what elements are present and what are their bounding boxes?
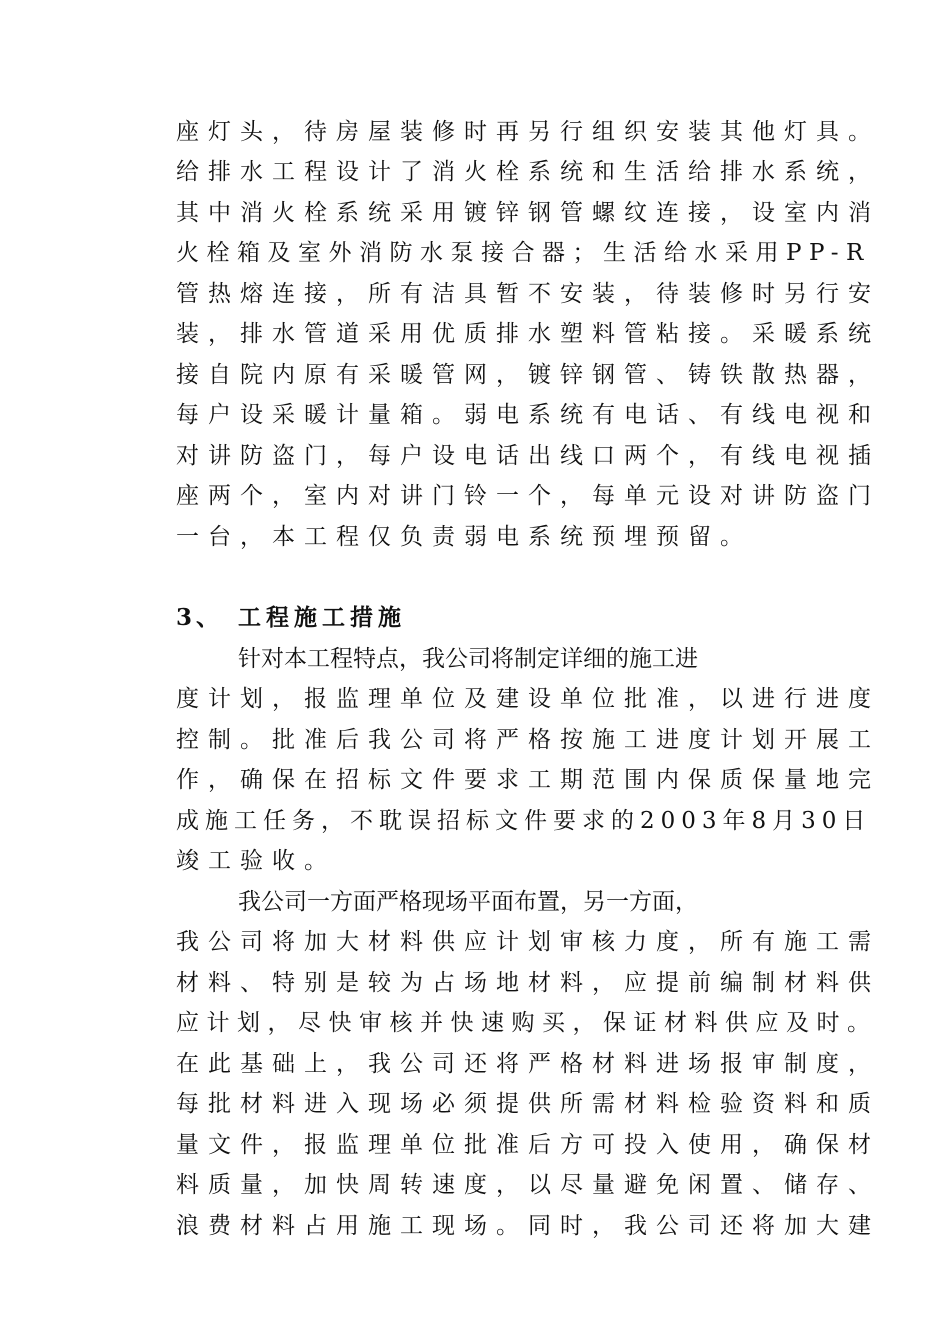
paragraph-line: 在此基础上，我公司还将严格材料进场报审制度， (176, 1051, 880, 1077)
paragraph-line: 应计划，尽快审核并快速购买，保证材料供应及时。 (176, 1010, 878, 1036)
paragraph-line: 一台，本工程仅负责弱电系统预埋预留。 (176, 524, 752, 550)
paragraph-line: 每户设采暖计量箱。弱电系统有电话、有线电视和 (176, 402, 880, 428)
paragraph-line: 成施工任务，不耽误招标文件要求的2003年8月30日 (176, 808, 872, 834)
paragraph-line: 材料、特别是较为占场地材料，应提前编制材料供 (176, 970, 880, 996)
paragraph-line: 其中消火栓系统采用镀锌钢管螺纹连接，设室内消 (176, 200, 880, 226)
section-title: 工程施工措施 (238, 604, 406, 631)
paragraph-line: 火栓箱及室外消防水泵接合器；生活给水采用PP-R (176, 240, 871, 266)
paragraph-line: 竣工验收。 (176, 848, 336, 874)
paragraph-line: 装，排水管道采用优质排水塑料管粘接。采暖系统 (176, 321, 880, 347)
paragraph-line: 作，确保在招标文件要求工期范围内保质保量地完 (176, 767, 880, 793)
section-heading (176, 598, 406, 638)
paragraph-line: 控制。批准后我公司将严格按施工进度计划开展工 (176, 727, 880, 753)
paragraph-line: 座两个，室内对讲门铃一个，每单元设对讲防盗门 (176, 483, 880, 509)
paragraph-line: 给排水工程设计了消火栓系统和生活给排水系统， (176, 159, 880, 185)
paragraph-line: 度计划，报监理单位及建设单位批准，以进行进度 (176, 686, 880, 712)
paragraph-line: 对讲防盗门，每户设电话出线口两个，有线电视插 (176, 443, 880, 469)
paragraph-line: 我公司将加大材料供应计划审核力度，所有施工需 (176, 929, 880, 955)
paragraph-line: 针对本工程特点，我公司将制定详细的施工进 (238, 646, 698, 672)
paragraph-line: 每批材料进入现场必须提供所需材料检验资料和质 (176, 1091, 880, 1117)
paragraph-line: 座灯头，待房屋装修时再另行组织安装其他灯具。 (176, 119, 880, 145)
paragraph-line: 我公司一方面严格现场平面布置，另一方面， (238, 889, 698, 915)
paragraph-line: 料质量，加快周转速度，以尽量避免闲置、储存、 (176, 1172, 880, 1198)
paragraph-line: 管热熔连接，所有洁具暂不安装，待装修时另行安 (176, 281, 880, 307)
paragraph-line: 浪费材料占用施工现场。同时，我公司还将加大建 (176, 1213, 880, 1239)
paragraph-line: 接自院内原有采暖管网，镀锌钢管、铸铁散热器， (176, 362, 880, 388)
section-number: 3、 (176, 604, 224, 631)
paragraph-line: 量文件，报监理单位批准后方可投入使用，确保材 (176, 1132, 880, 1158)
